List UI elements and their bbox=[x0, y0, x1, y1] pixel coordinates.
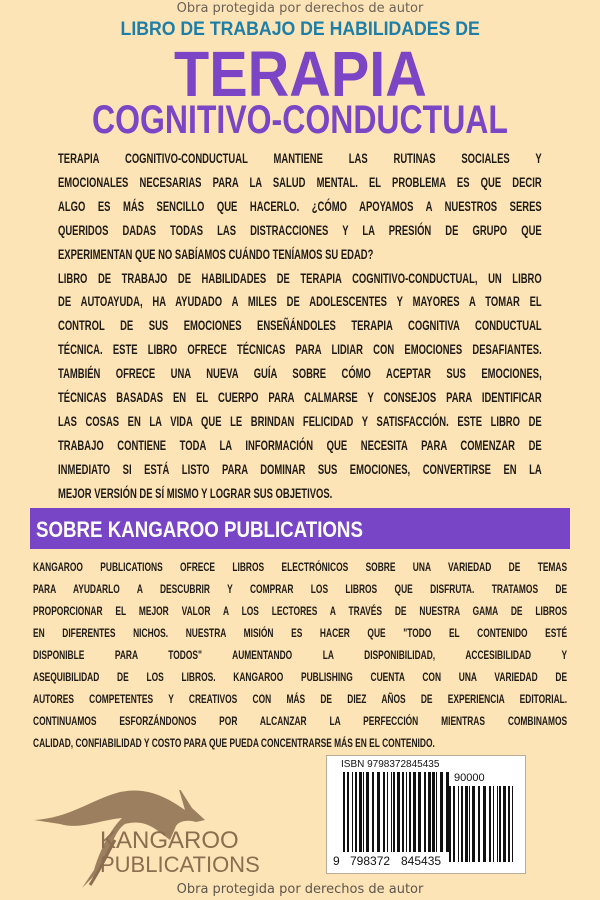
barcode-bar bbox=[424, 772, 426, 852]
text-line: MEJOR VERSIÓN DE SÍ MISMO Y LOGRAR SUS OBJETIVOS. bbox=[58, 485, 333, 501]
text-line: ALGO ES MÁS SENCILLO QUE HACERLO. ¿CÓMO APOYAMOS A NUESTROS SERES bbox=[58, 198, 542, 214]
barcode-digit-lead: 9 bbox=[333, 854, 340, 868]
watermark-top: Obra protegida por derechos de autor bbox=[176, 1, 424, 16]
barcode-bar bbox=[406, 772, 407, 852]
about-banner bbox=[30, 508, 570, 549]
barcode-bar bbox=[366, 772, 369, 852]
barcode-bar bbox=[372, 772, 374, 852]
barcode-bar bbox=[478, 786, 480, 862]
barcode-bar bbox=[469, 786, 470, 862]
barcode-bar bbox=[508, 786, 510, 862]
logo-text-publications: PUBLICATIONS bbox=[100, 852, 260, 877]
barcode-bar bbox=[465, 786, 468, 862]
barcode-bar bbox=[461, 786, 463, 862]
text-line: PARA AYUDARLO A DESCUBRIR Y COMPRAR LOS LIBROS QUE DISFRUTA. TRATAMOS DE bbox=[33, 582, 568, 596]
text-line: CALIDAD, CONFIABILIDAD Y COSTO PARA QUE PUEDA CONCENTRARSE MÁS EN EL CONTENIDO. bbox=[33, 736, 435, 750]
barcode-bar bbox=[352, 772, 353, 852]
text-line: DISPONIBLE PARA TODOS" AUMENTANDO LA DISPONIBILIDAD, ACCESIBILIDAD Y bbox=[33, 648, 568, 662]
about-heading: SOBRE KANGAROO PUBLICATIONS bbox=[36, 517, 363, 542]
text-line: TERAPIA COGNITIVO-CONDUCTUAL MANTIENE LAS RUTINAS SOCIALES Y bbox=[58, 151, 542, 166]
barcode-bar bbox=[409, 772, 411, 852]
text-line: LAS COSAS EN LA VIDA QUE LE BRINDAN FELICIDAD Y SATISFACCIÓN. ESTE LIBRO DE bbox=[58, 413, 542, 429]
barcode-bar bbox=[383, 772, 385, 852]
barcode-bar bbox=[359, 772, 362, 852]
barcode-bar bbox=[355, 772, 357, 852]
price-addon: 90000 bbox=[454, 772, 485, 784]
barcode-bar bbox=[363, 772, 364, 852]
barcode-bar bbox=[512, 786, 513, 862]
barcode-bar bbox=[458, 786, 459, 862]
text-line: EXPERIMENTAN QUE NO SABÍAMOS CUÁNDO TENÍAMOS SU EDAD? bbox=[58, 246, 374, 262]
barcode-bar bbox=[402, 772, 404, 852]
text-line: PROPORCIONAR EL MEJOR VALOR A LOS LECTORES A TRAVÉS DE NUESTRA GAMA DE LIBROS bbox=[33, 604, 568, 618]
text-line: KANGAROO PUBLICATIONS OFRECE LIBROS ELECTRÓNICOS SOBRE UNA VARIEDAD DE TEMAS bbox=[33, 560, 568, 574]
barcode-bar bbox=[497, 786, 498, 862]
barcode-digits-1: 798372 bbox=[350, 854, 391, 868]
book-title-line2 bbox=[0, 98, 600, 142]
isbn-barcode bbox=[326, 755, 526, 874]
text-line: INMEDIATO SI ESTÁ LISTO PARA DOMINAR SUS EMOCIONES, CONVERTIRSE EN LA bbox=[58, 461, 542, 477]
barcode-bar bbox=[377, 772, 380, 852]
text-line: LIBRO DE TRABAJO DE HABILIDADES DE TERAPIA COGNITIVO-CONDUCTUAL, UN LIBRO bbox=[58, 270, 542, 286]
barcode-bar bbox=[440, 772, 443, 852]
barcode-bar bbox=[449, 786, 451, 862]
book-title-line1 bbox=[0, 38, 600, 110]
barcode-bar bbox=[432, 772, 435, 852]
text-line: EN DIFERENTES NICHOS. NUESTRA MISIÓN ES HACER QUE "TODO EL CONTENIDO ESTÉ bbox=[33, 626, 568, 640]
barcode-bar bbox=[347, 772, 349, 852]
logo-text-kangaroo: KANGAROO bbox=[100, 827, 239, 854]
text-line: TAMBIÉN OFRECE UNA NUEVA GUÍA SOBRE CÓMO ACEPTAR SUS EMOCIONES, bbox=[58, 366, 542, 382]
barcode-bar bbox=[453, 786, 455, 862]
barcode-bar bbox=[483, 786, 486, 862]
barcode-bar bbox=[489, 786, 491, 862]
barcode-bar bbox=[391, 772, 392, 852]
text-line: CONTINUAMOS ESFORZÁNDONOS POR ALCANZAR LA PERFECCIÓN MIENTRAS COMBINAMOS bbox=[33, 714, 568, 728]
barcode-bar bbox=[343, 772, 345, 852]
text-line: CONTROL DE SUS EMOCIONES ENSEÑÁNDOLES TERAPIA COGNITIVA CONDUCTUAL bbox=[58, 318, 542, 334]
barcode-bar bbox=[493, 786, 494, 862]
barcode-bar bbox=[418, 772, 421, 852]
title-text-1: TERAPIA bbox=[173, 38, 427, 110]
text-line: ASEQUIBILIDAD DE LOS LIBROS. KANGAROO PUBLISHING CUENTA CON UNA VARIEDAD DE bbox=[33, 670, 568, 684]
text-line: TÉCNICA. ESTE LIBRO OFRECE TÉCNICAS PARA LIDIAR CON EMOCIONES DESAFIANTES. bbox=[58, 342, 542, 358]
barcode-digits-2: 845435 bbox=[401, 854, 442, 868]
book-description bbox=[58, 147, 542, 506]
subtitle-text: LIBRO DE TRABAJO DE HABILIDADES DE bbox=[120, 19, 480, 40]
barcode-bar bbox=[436, 772, 437, 852]
barcode-bars-main bbox=[343, 772, 449, 852]
barcode-bar bbox=[397, 772, 400, 852]
text-line: EMOCIONALES NECESARIAS PARA LA SALUD MENTAL. EL PROBLEMA ES QUE DECIR bbox=[58, 174, 542, 190]
barcode-bar bbox=[499, 786, 501, 862]
isbn-label: ISBN 9798372845435 bbox=[341, 759, 440, 770]
watermark-bottom: Obra protegida por derechos de autor bbox=[176, 882, 424, 897]
text-line: AUTORES COMPETENTES Y CREATIVOS CON MÁS DE DIEZ AÑOS DE EXPERIENCIA EDITORIAL. bbox=[33, 692, 568, 706]
barcode-bar bbox=[387, 772, 388, 852]
title-text-2: COGNITIVO-CONDUCTUAL bbox=[92, 98, 508, 142]
text-line: QUERIDOS DADAS TODAS LAS DISTRACCIONES Y LA PRESIÓN DE GRUPO QUE bbox=[58, 222, 542, 238]
about-publisher-text bbox=[33, 556, 567, 754]
text-line: DE AUTOAYUDA, HA AYUDADO A MILES DE ADOLESCENTES Y MAYORES A TOMAR EL bbox=[58, 294, 542, 310]
barcode-bars-addon bbox=[449, 786, 519, 862]
barcode-bar bbox=[393, 772, 395, 852]
barcode-bar bbox=[472, 786, 475, 862]
barcode-bar bbox=[428, 772, 431, 852]
text-line: TRABAJO CONTIENE TODA LA INFORMACIÓN QUE NECESITA PARA COMENZAR DE bbox=[58, 437, 542, 453]
barcode-bar bbox=[413, 772, 416, 852]
barcode-bar bbox=[503, 786, 506, 862]
text-line: TÉCNICAS BASADAS EN EL CUERPO PARA CALMARSE Y CONSEJOS PARA IDENTIFICAR bbox=[58, 390, 542, 406]
